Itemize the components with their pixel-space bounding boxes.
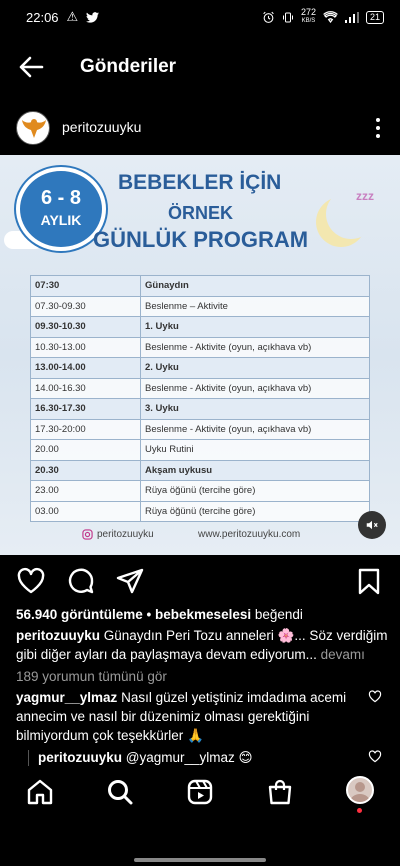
search-icon[interactable] (106, 778, 134, 806)
notification-dot (357, 808, 362, 813)
schedule-activity: 2. Uyku (141, 358, 370, 379)
alarm-icon (262, 11, 275, 24)
post-username[interactable]: peritozuuyku (62, 119, 142, 135)
instagram-icon (82, 529, 93, 540)
image-title-line3: GÜNLÜK PROGRAM (93, 227, 309, 252)
schedule-time: 20.30 (31, 460, 141, 481)
schedule-row (31, 419, 370, 440)
schedule-time: 09.30-10.30 (31, 317, 141, 338)
profile-avatar[interactable] (346, 776, 374, 804)
caption-user[interactable]: peritozuuyku (16, 628, 101, 643)
caption (16, 626, 388, 664)
schedule-row (31, 337, 370, 358)
more-options-icon[interactable] (374, 116, 382, 140)
schedule-time: 03.00 (31, 501, 141, 522)
schedule-activity: Beslenme – Aktivite (141, 296, 370, 317)
liked-by-user[interactable]: bebekmeselesi (155, 607, 252, 622)
schedule-activity: Rüya öğünü (tercihe göre) (141, 481, 370, 502)
reply-like-icon[interactable] (368, 750, 382, 763)
schedule-time: 16.30-17.30 (31, 399, 141, 420)
schedule-activity: Beslenme - Aktivite (oyun, açıkhava vb) (141, 337, 370, 358)
network-speed: 272 KB/S (300, 7, 316, 24)
schedule-time: 07.30-09.30 (31, 296, 141, 317)
comment (16, 688, 356, 745)
heart-icon[interactable] (16, 567, 46, 595)
profile-photo-icon (348, 778, 372, 802)
comment-like-icon[interactable] (368, 690, 382, 703)
schedule-row (31, 378, 370, 399)
schedule-row (31, 317, 370, 338)
status-bar (0, 0, 400, 34)
schedule-row (31, 276, 370, 297)
bottom-nav (0, 770, 400, 816)
bookmark-icon[interactable] (354, 567, 384, 595)
schedule-time: 13.00-14.00 (31, 358, 141, 379)
schedule-row (31, 358, 370, 379)
share-icon[interactable] (115, 567, 145, 595)
reels-icon[interactable] (186, 778, 214, 806)
schedule-row (31, 460, 370, 481)
image-title-line1: BEBEKLER İÇİN (118, 171, 282, 194)
battery-indicator: 21 (366, 11, 384, 24)
post-image[interactable] (0, 155, 400, 555)
schedule-time: 20.00 (31, 440, 141, 461)
caption-text: Günaydın Peri Tozu anneleri 🌸... Söz verdiğim gibi diğer ayları da paylaşmaya devam ediyorum... (16, 628, 388, 662)
views-line: 56.940 görüntüleme • bebekmeselesi beğendi (16, 607, 303, 622)
home-indicator[interactable] (134, 858, 266, 862)
schedule-row (31, 399, 370, 420)
shop-icon[interactable] (266, 778, 294, 806)
fairy-logo-icon (17, 112, 50, 145)
schedule-activity: Uyku Rutini (141, 440, 370, 461)
views-count: 56.940 görüntüleme (16, 607, 143, 622)
footer-handle: peritozuuyku (97, 529, 154, 540)
status-time: 22:06 (26, 9, 59, 25)
avatar[interactable] (16, 111, 50, 145)
schedule-activity: Beslenme - Aktivite (oyun, açıkhava vb) (141, 419, 370, 440)
schedule-time: 23.00 (31, 481, 141, 502)
zzz-label: zzz (356, 189, 374, 203)
schedule-activity: 1. Uyku (141, 317, 370, 338)
schedule-row (31, 440, 370, 461)
schedule-activity: Akşam uykusu (141, 460, 370, 481)
footer-website: www.peritozuuyku.com (198, 529, 301, 540)
schedule-row (31, 481, 370, 502)
schedule-activity: Günaydın (141, 276, 370, 297)
schedule-time: 14.00-16.30 (31, 378, 141, 399)
post-header (0, 108, 400, 148)
reply-user[interactable]: peritozuuyku (38, 750, 123, 765)
reply (38, 748, 358, 767)
schedule-table (30, 275, 370, 522)
badge-number: 6 - 8 (40, 187, 82, 209)
schedule-time: 07:30 (31, 276, 141, 297)
home-icon[interactable] (26, 778, 54, 806)
page-title: Gönderiler (80, 56, 177, 77)
schedule-row (31, 501, 370, 522)
signal-icon (345, 12, 359, 23)
wifi-icon (323, 11, 338, 23)
mute-button[interactable] (358, 511, 386, 539)
post-actions (0, 565, 400, 597)
footer-instagram (82, 529, 154, 540)
reply-text: @yagmur__ylmaz 😊 (122, 750, 253, 765)
badge-unit: AYLIK (40, 212, 82, 228)
caption-more-link[interactable]: devamı (316, 647, 365, 662)
back-arrow-icon[interactable] (16, 53, 46, 81)
app-header (0, 44, 400, 90)
schedule-time: 17.30-20:00 (31, 419, 141, 440)
schedule-time: 10.30-13.00 (31, 337, 141, 358)
comment-user[interactable]: yagmur__ylmaz (16, 690, 118, 705)
schedule-activity: Beslenme - Aktivite (oyun, açıkhava vb) (141, 378, 370, 399)
vibrate-icon (282, 11, 294, 24)
twitter-icon (86, 12, 99, 23)
view-all-comments-link[interactable]: 189 yorumun tümünü gör (16, 669, 167, 684)
comment-text: Nasıl güzel yetiştiniz imdadıma acemi annecim ve nasıl bir düzenimiz olması gerektiğini bilmiyordum çok teşekkürler 🙏 (16, 690, 347, 743)
schedule-activity: Rüya öğünü (tercihe göre) (141, 501, 370, 522)
schedule-row (31, 296, 370, 317)
warning-icon: ⚠ (66, 9, 79, 24)
speaker-muted-icon (365, 518, 379, 532)
image-title-line2: ÖRNEK (168, 203, 234, 223)
comment-icon[interactable] (66, 567, 96, 595)
reply-divider (28, 750, 29, 766)
schedule-activity: 3. Uyku (141, 399, 370, 420)
